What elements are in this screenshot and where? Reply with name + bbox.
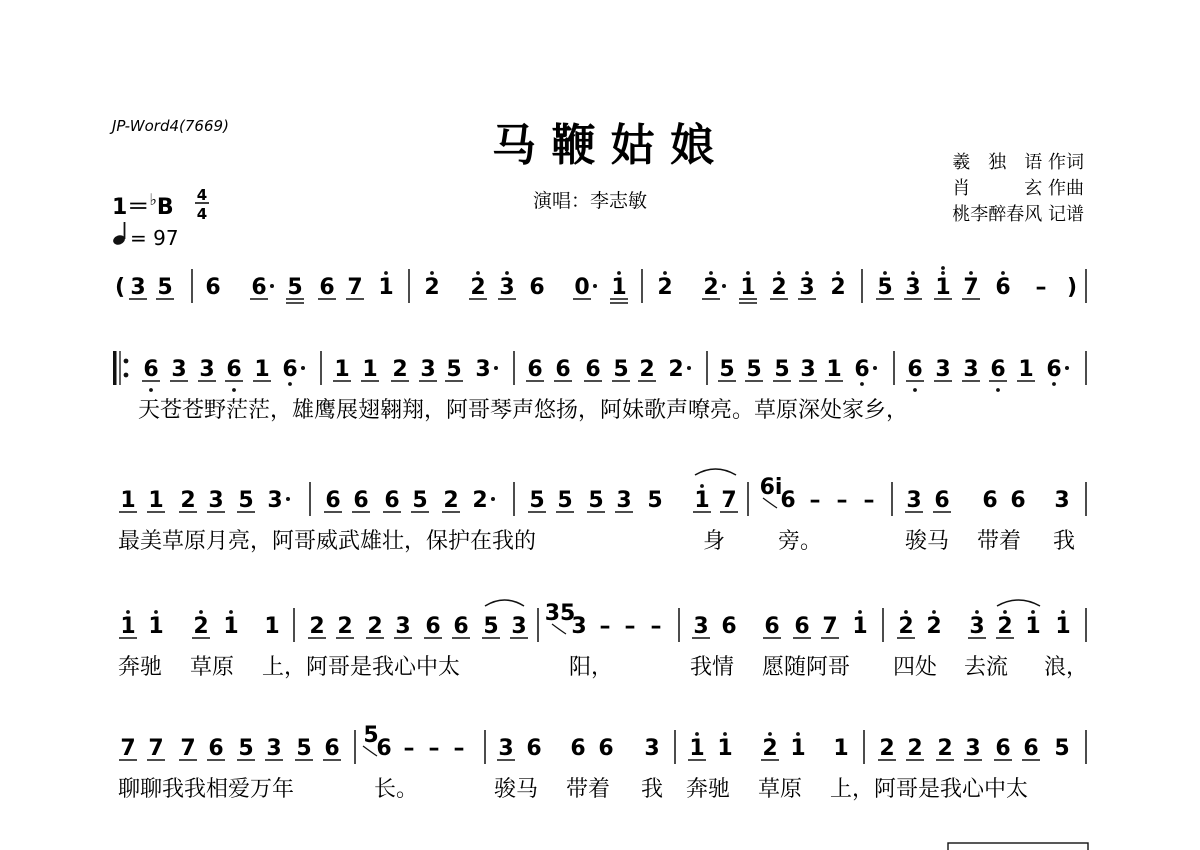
note: 2 [879,736,895,761]
note: 6 [764,614,780,639]
note: – [809,488,821,513]
high-octave-dot [695,732,699,736]
note: 2 [668,357,684,382]
note: – [428,736,440,761]
high-octave-dot [663,271,667,275]
note: 2 [657,275,673,300]
note: 3 [616,488,632,513]
note: 6 [251,275,267,300]
note: 3 [475,357,491,382]
note: 6 [208,736,224,761]
note: 3 [693,614,709,639]
note: 2 [639,357,655,382]
lyric-text: 阳， [569,655,614,680]
note: 6 [226,357,242,382]
note: 1 [611,275,627,300]
lyric-text: 草原 [190,655,235,680]
lyric-text: 天苍苍野茫茫，雄鹰展翅翱翔，阿哥琴声悠扬，阿妹歌声嘹亮。草原深处家乡， [138,398,909,423]
note: 6 [907,357,923,382]
note: 3 [800,357,816,382]
note: 6 [205,275,221,300]
note: 6 [555,357,571,382]
note: 1 [717,736,733,761]
note: 5 [238,488,254,513]
augmentation-dot [873,366,877,370]
note: – [599,614,611,639]
note: 6 [527,357,543,382]
note: 3 [799,275,815,300]
high-octave-dot [1061,610,1065,614]
note: – [863,488,875,513]
note: 1 [254,357,270,382]
note: 7 [963,275,979,300]
note: 6 [721,614,737,639]
note: 2 [392,357,408,382]
note: 5 [287,275,303,300]
note: 1 [1055,614,1071,639]
note: 7 [721,488,737,513]
lyric-text: 长。 [374,777,419,802]
note: 1 [826,357,842,382]
note: 6 [585,357,601,382]
transcriber-credit: 桃李醉春风 记谱 [952,204,1084,225]
note: 6 [526,736,542,761]
note: 3 [498,736,514,761]
note: 3 [1054,488,1070,513]
lyrics-line [118,529,1075,554]
lyric-text: 我情 [690,655,735,680]
high-octave-dot [709,271,713,275]
augmentation-dot [491,497,495,501]
note: 1 [378,275,394,300]
note: 6 [529,275,545,300]
lyric-text: 愿随阿哥 [762,655,851,680]
note: 6 [376,736,392,761]
note: 1 [120,614,136,639]
note: 6 [1046,357,1062,382]
high-octave-dot [836,271,840,275]
software-label: JP-Word4(7669) [112,117,229,135]
lyric-text: 我 [1053,529,1076,554]
note: 5 [719,357,735,382]
high-octave-dot [505,271,509,275]
note: 5 [238,736,254,761]
grace-note: 35 [544,601,576,626]
note: 6 [1023,736,1039,761]
note: 1 [1018,357,1034,382]
note: 3 [171,357,187,382]
high-octave-dot [154,610,158,614]
note: 6 [143,357,159,382]
note: 3 [571,614,587,639]
augmentation-dot [687,366,691,370]
note: 5 [529,488,545,513]
augmentation-dot [301,366,305,370]
high-octave-dot [199,610,203,614]
note: 6 [982,488,998,513]
song-title: 马 鞭 姑 娘 [492,120,714,171]
note: – [650,614,662,639]
note: 3 [420,357,436,382]
note: 6 [794,614,810,639]
lyrics-line [138,398,908,423]
notation-system [113,351,1086,392]
note: 1 [852,614,868,639]
note: 5 [483,614,499,639]
high-octave-dot [1031,610,1035,614]
lyric-text: 聊聊我我相爱万年 [118,777,295,802]
lyrics-line [118,777,1028,802]
lyric-text: 带着 [566,777,611,802]
notation-system [119,723,1086,764]
note: 6 [570,736,586,761]
note: – [836,488,848,513]
note: 5 [877,275,893,300]
note: 1 [264,614,280,639]
note: 3 [266,736,282,761]
note: 1 [689,736,705,761]
note: 3 [905,275,921,300]
quarter-note-icon [112,222,126,246]
high-octave-dot [796,732,800,736]
note: 5 [774,357,790,382]
note: 3 [965,736,981,761]
low-octave-dot [232,388,236,392]
lyric-text: 身 [703,529,726,554]
note: 2 [997,614,1013,639]
high-octave-dot [969,271,973,275]
repeat-sign [113,351,128,385]
page-number-box [948,843,1088,850]
note: 6 [282,357,298,382]
augmentation-dot [722,284,726,288]
note: 2 [703,275,719,300]
grace-note: 6i [759,475,783,500]
note: 6 [325,488,341,513]
high-octave-dot [805,271,809,275]
note: 5 [157,275,173,300]
lyric-text: 骏马 [494,777,539,802]
note: 1 [120,488,136,513]
note: 2 [937,736,953,761]
note: 5 [557,488,573,513]
time-signature-bottom: 4 [196,205,208,223]
note: 2 [367,614,383,639]
key-letter: B [156,195,174,220]
note: 1 [148,488,164,513]
note: 2 [443,488,459,513]
note: 3 [906,488,922,513]
note: 6 [384,488,400,513]
note: 7 [347,275,363,300]
composer-credit: 肖 玄 作曲 [952,178,1084,199]
slur [485,600,524,606]
high-octave-dot [941,266,945,270]
note: 2 [424,275,440,300]
note: 1 [790,736,806,761]
note: 6 [854,357,870,382]
note: 2 [907,736,923,761]
note: 2 [926,614,942,639]
note: 2 [830,275,846,300]
note: – [453,736,465,761]
high-octave-dot [476,271,480,275]
note: 1 [334,357,350,382]
key-flat: ♭ [149,190,157,209]
note: 3 [935,357,951,382]
note: 2 [771,275,787,300]
high-octave-dot [777,271,781,275]
note: ( [114,275,126,300]
note: 5 [1054,736,1070,761]
low-octave-dot [913,388,917,392]
note: 6 [598,736,614,761]
high-octave-dot [1003,610,1007,614]
low-octave-dot [1052,382,1056,386]
note: 5 [746,357,762,382]
note: – [624,614,636,639]
note: 6 [425,614,441,639]
high-octave-dot [126,610,130,614]
high-octave-dot [617,271,621,275]
note: 6 [319,275,335,300]
high-octave-dot [941,271,945,275]
note: 2 [898,614,914,639]
time-signature-top: 4 [196,186,208,204]
note: 6 [353,488,369,513]
note: 6 [934,488,950,513]
note: 1 [362,357,378,382]
slur [997,600,1040,606]
note: 1 [223,614,239,639]
low-octave-dot [288,382,292,386]
high-octave-dot [229,610,233,614]
note: 2 [472,488,488,513]
note: 3 [963,357,979,382]
high-octave-dot [975,610,979,614]
note: 1 [740,275,756,300]
note: 7 [822,614,838,639]
high-octave-dot [883,271,887,275]
lyric-text: 上，阿哥是我心中太 [830,777,1029,802]
low-octave-dot [860,382,864,386]
lyricist-credit: 羲 独 语 作词 [952,152,1084,173]
high-octave-dot [723,732,727,736]
note: 3 [969,614,985,639]
high-octave-dot [904,610,908,614]
low-octave-dot [149,388,153,392]
high-octave-dot [430,271,434,275]
note: 5 [613,357,629,382]
key-signature [112,190,174,220]
augmentation-dot [270,284,274,288]
note: 3 [267,488,283,513]
lyric-text: 带着 [977,529,1022,554]
note: 2 [337,614,353,639]
note: 6 [990,357,1006,382]
note: 5 [446,357,462,382]
note: 6 [995,275,1011,300]
note: 6 [780,488,796,513]
lyric-text: 奔驰 [686,777,731,802]
note: 1 [935,275,951,300]
lyric-text: 最美草原月亮，阿哥威武雄壮，保护在我的 [118,529,537,554]
lyric-text: 去流 [964,655,1009,680]
note: 1 [148,614,164,639]
note: ) [1066,275,1078,300]
note: – [1035,275,1047,300]
note: 3 [199,357,215,382]
note: 7 [120,736,136,761]
note: 5 [647,488,663,513]
note: 3 [208,488,224,513]
note: 5 [588,488,604,513]
note: 6 [324,736,340,761]
lyric-text: 旁。 [778,529,823,554]
note: 6 [995,736,1011,761]
lyric-text: 奔驰 [118,655,163,680]
note: – [403,736,415,761]
note: 2 [309,614,325,639]
augmentation-dot [1065,366,1069,370]
notation-system [115,266,1086,303]
note: 0 [574,275,590,300]
high-octave-dot [768,732,772,736]
augmentation-dot [494,366,498,370]
note: 1 [1025,614,1041,639]
note: 6 [1010,488,1026,513]
note: 1 [833,736,849,761]
high-octave-dot [746,271,750,275]
lyric-text: 我 [641,777,664,802]
lyrics-line [118,655,1088,680]
tempo-value: = 97 [130,226,179,250]
high-octave-dot [384,271,388,275]
note: 7 [148,736,164,761]
high-octave-dot [858,610,862,614]
note: 7 [180,736,196,761]
note: 3 [395,614,411,639]
augmentation-dot [593,284,597,288]
note: 2 [180,488,196,513]
grace-note: 5 [363,723,379,748]
note: 3 [511,614,527,639]
singer-label: 演唱：李志敏 [533,190,648,212]
note: 3 [499,275,515,300]
note: 5 [296,736,312,761]
high-octave-dot [700,484,704,488]
high-octave-dot [1001,271,1005,275]
high-octave-dot [911,271,915,275]
lyric-text: 浪， [1044,655,1089,680]
note: 5 [412,488,428,513]
note: 2 [762,736,778,761]
note: 3 [130,275,146,300]
notation-system [119,601,1086,642]
lyric-text: 草原 [758,777,803,802]
lyric-text: 四处 [893,655,938,680]
note: 2 [470,275,486,300]
note: 3 [644,736,660,761]
low-octave-dot [996,388,1000,392]
note: 6 [453,614,469,639]
notation-systems [113,266,1088,802]
slur [695,469,736,475]
augmentation-dot [286,497,290,501]
high-octave-dot [932,610,936,614]
lyric-text: 上，阿哥是我心中太 [262,655,461,680]
note: 1 [694,488,710,513]
key-prefix: 1＝ [112,195,150,220]
note: 2 [193,614,209,639]
notation-system [119,475,1086,516]
lyric-text: 骏马 [905,529,950,554]
